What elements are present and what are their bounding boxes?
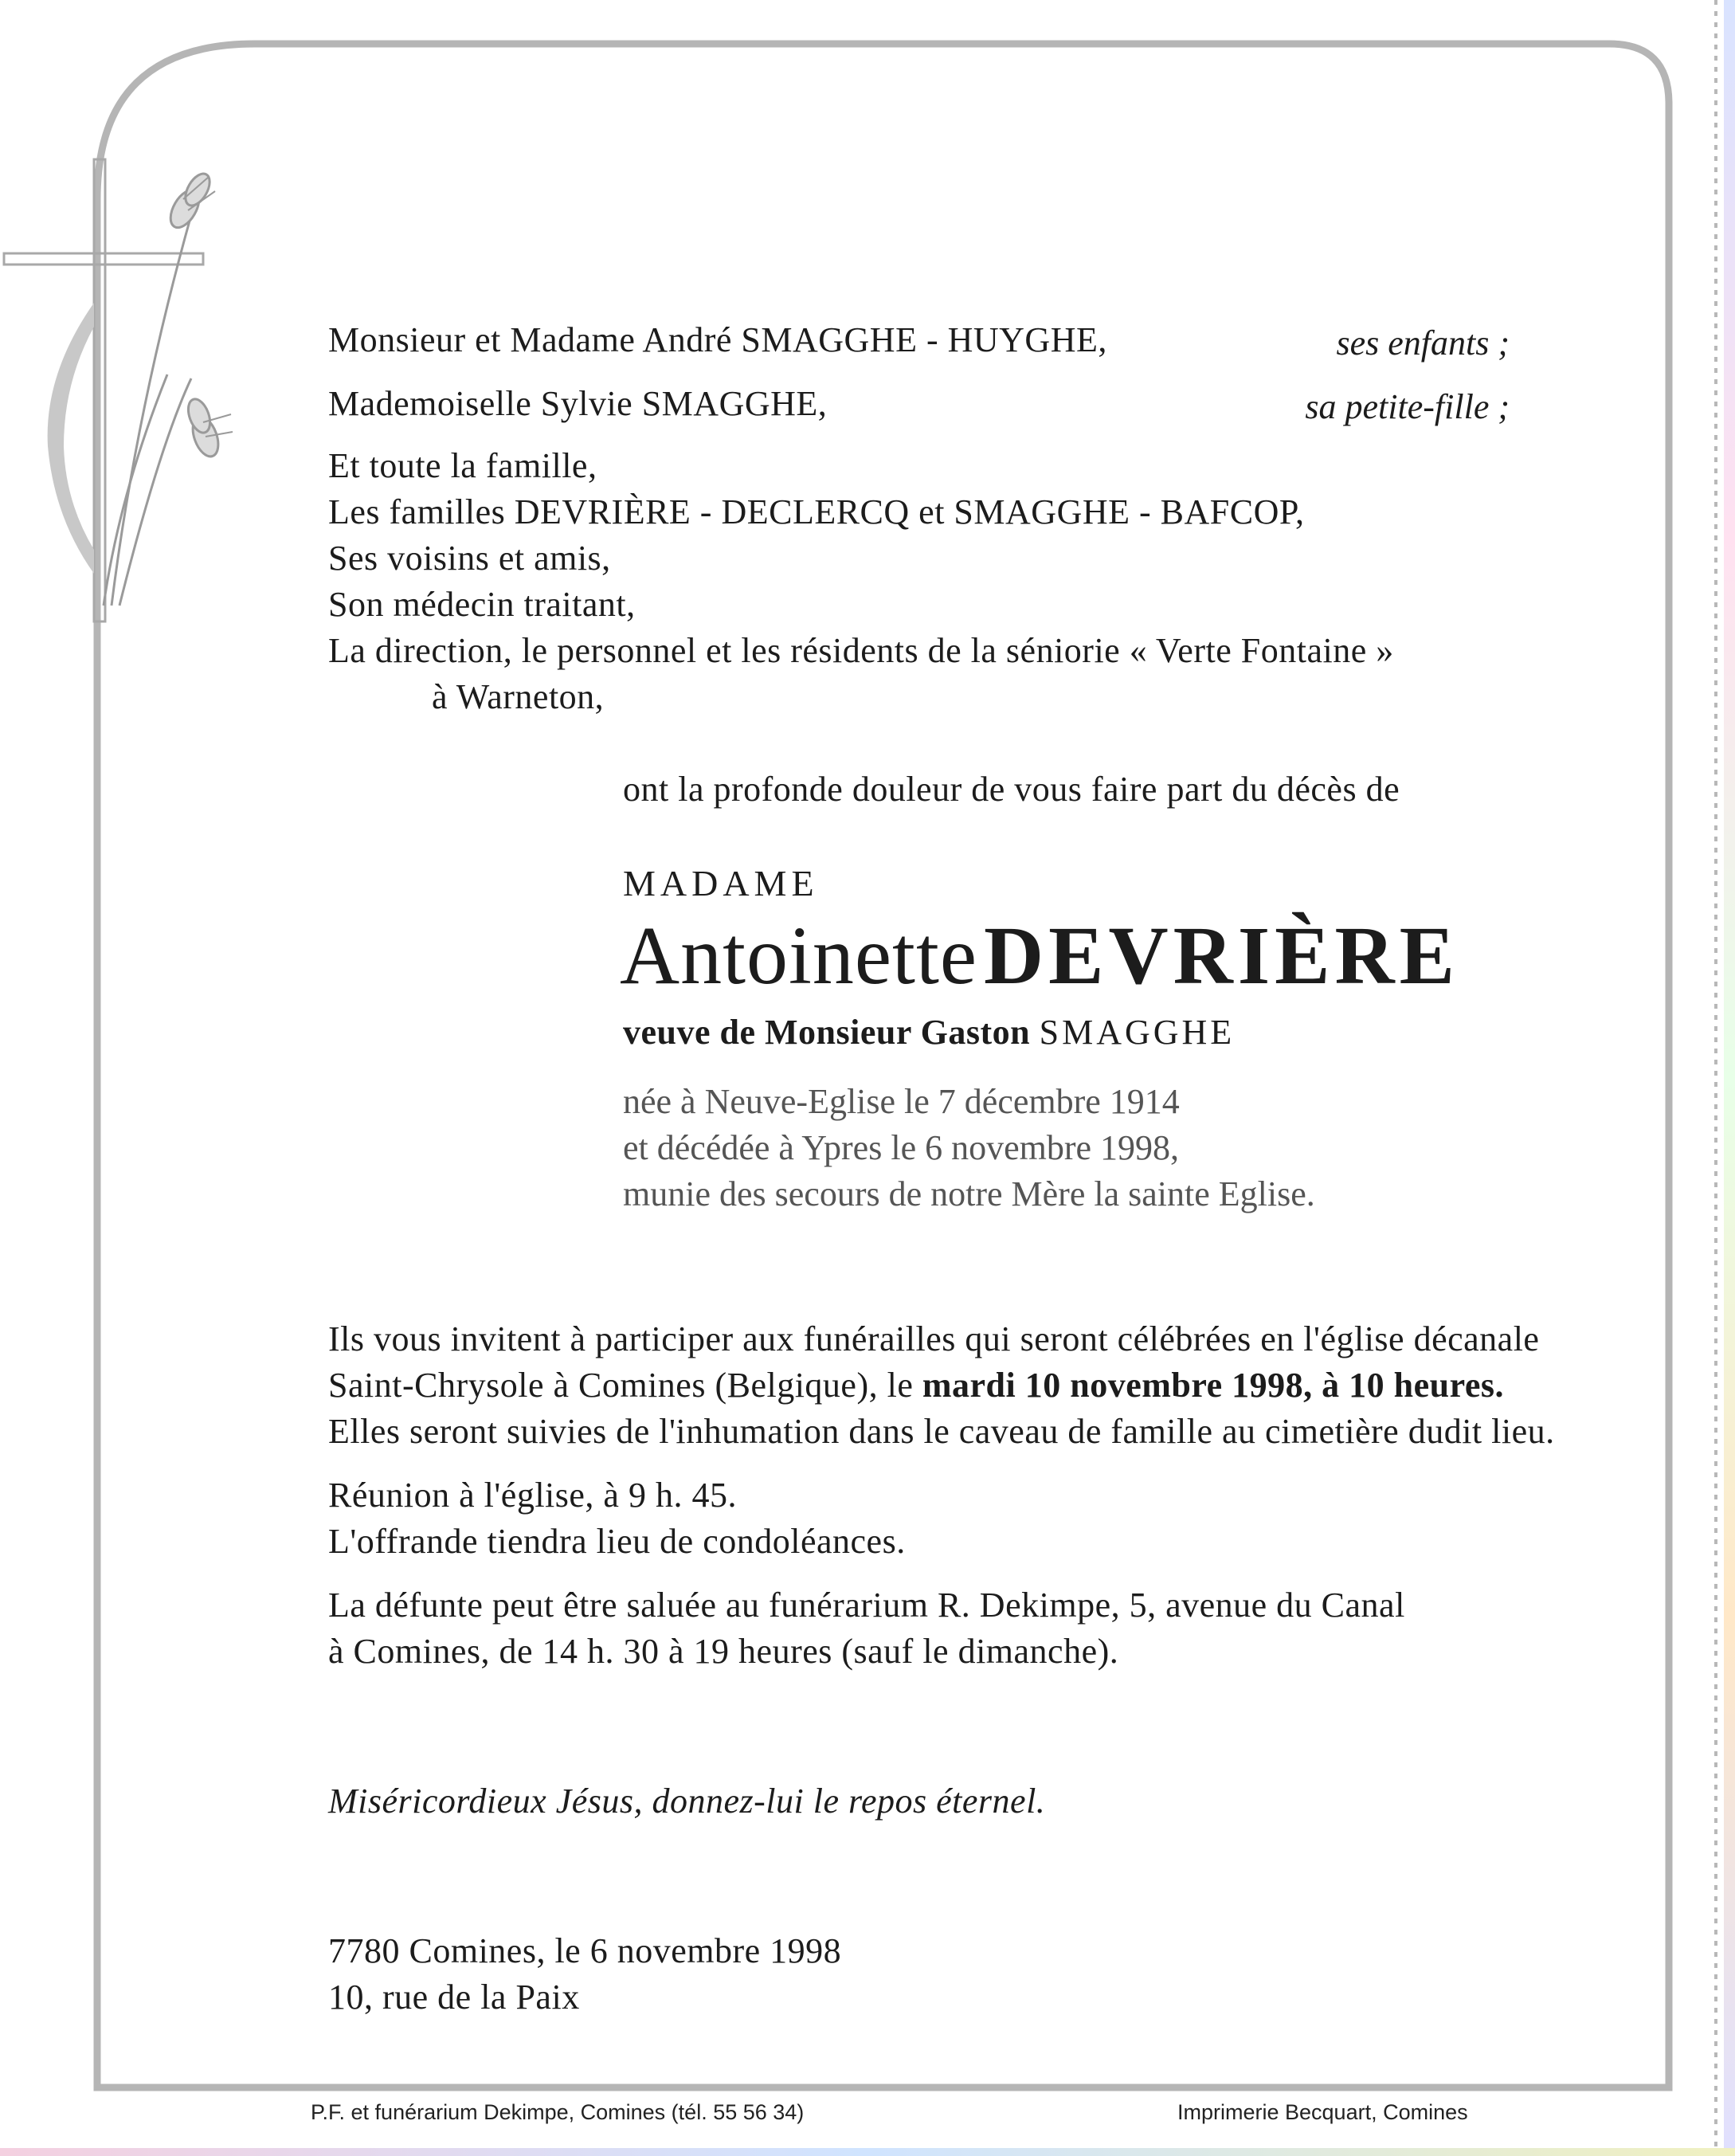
scan-edge	[1724, 0, 1735, 2156]
birth-line: née à Neuve-Eglise le 7 décembre 1914	[623, 1082, 1180, 1121]
family-line-2: Mademoiselle Sylvie SMAGGHE,	[328, 384, 828, 423]
widow-surname: SMAGGHE	[1039, 1013, 1236, 1052]
scan-edge-marks	[1714, 0, 1717, 2156]
footer-printer: Imprimerie Becquart, Comines	[1177, 2100, 1468, 2124]
wheat-icon	[104, 170, 233, 606]
footer-funeral-home: P.F. et funérarium Dekimpe, Comines (tél. 55 56 34)	[311, 2100, 805, 2124]
funeral-p1-line2	[328, 1362, 1504, 1409]
family-line-1: Monsieur et Madame André SMAGGHE - HUYGHE,	[328, 320, 1107, 359]
deceased-first-name: Antoinette	[620, 910, 978, 1002]
sacraments-line: munie des secours de notre Mère la sainte Eglise.	[623, 1174, 1315, 1213]
cross-icon	[4, 159, 203, 621]
widow-line	[623, 1012, 1235, 1053]
family-line-1-relation: ses enfants ;	[1336, 323, 1510, 363]
death-line: et décédée à Ypres le 6 novembre 1998,	[623, 1128, 1180, 1167]
deceased-title: MADAME	[623, 863, 819, 904]
funeral-date-time: mardi 10 novembre 1998, à 10 heures.	[922, 1366, 1504, 1405]
widow-prefix: veuve de Monsieur Gaston	[623, 1013, 1031, 1052]
address-line-2: 10, rue de la Paix	[328, 1978, 580, 2017]
deceased-last-name: DEVRIÈRE	[984, 910, 1460, 1002]
ribbon-icon	[48, 303, 94, 574]
family-other-indent: à Warneton,	[432, 677, 605, 716]
address-line-1: 7780 Comines, le 6 novembre 1998	[328, 1931, 842, 1970]
family-line-2-relation: sa petite-fille ;	[1305, 387, 1510, 426]
deceased-name	[620, 908, 1459, 1003]
family-other-4: Son médecin traitant,	[328, 585, 636, 624]
funeral-p3-line1: La défunte peut être saluée au funérarium R. Dekimpe, 5, avenue du Canal	[328, 1586, 1405, 1625]
funeral-p1-line2-text: Saint-Chrysole à Comines (Belgique), le	[328, 1366, 922, 1405]
funeral-p2-line2: L'offrande tiendra lieu de condoléances.	[328, 1522, 906, 1561]
funeral-p1-line1: Ils vous invitent à participer aux funérailles qui seront célébrées en l'église décanale	[328, 1319, 1540, 1358]
family-other-1: Et toute la famille,	[328, 446, 597, 485]
family-other-2: Les familles DEVRIÈRE - DECLERCQ et SMAGGHE - BAFCOP,	[328, 492, 1305, 531]
family-other-3: Ses voisins et amis,	[328, 539, 611, 578]
funeral-p3-line2: à Comines, de 14 h. 30 à 19 heures (sauf le dimanche).	[328, 1632, 1119, 1671]
funeral-p1-line3: Elles seront suivies de l'inhumation dans le caveau de famille au cimetière dudit lieu.	[328, 1412, 1555, 1451]
prayer: Miséricordieux Jésus, donnez-lui le repos éternel.	[328, 1782, 1046, 1821]
funeral-p2-line1: Réunion à l'église, à 9 h. 45.	[328, 1476, 737, 1515]
announcement: ont la profonde douleur de vous faire part du décès de	[623, 770, 1400, 809]
scan-bottom-strip	[0, 2148, 1735, 2156]
family-other-5: La direction, le personnel et les résidents de la séniorie « Verte Fontaine »	[328, 631, 1394, 670]
